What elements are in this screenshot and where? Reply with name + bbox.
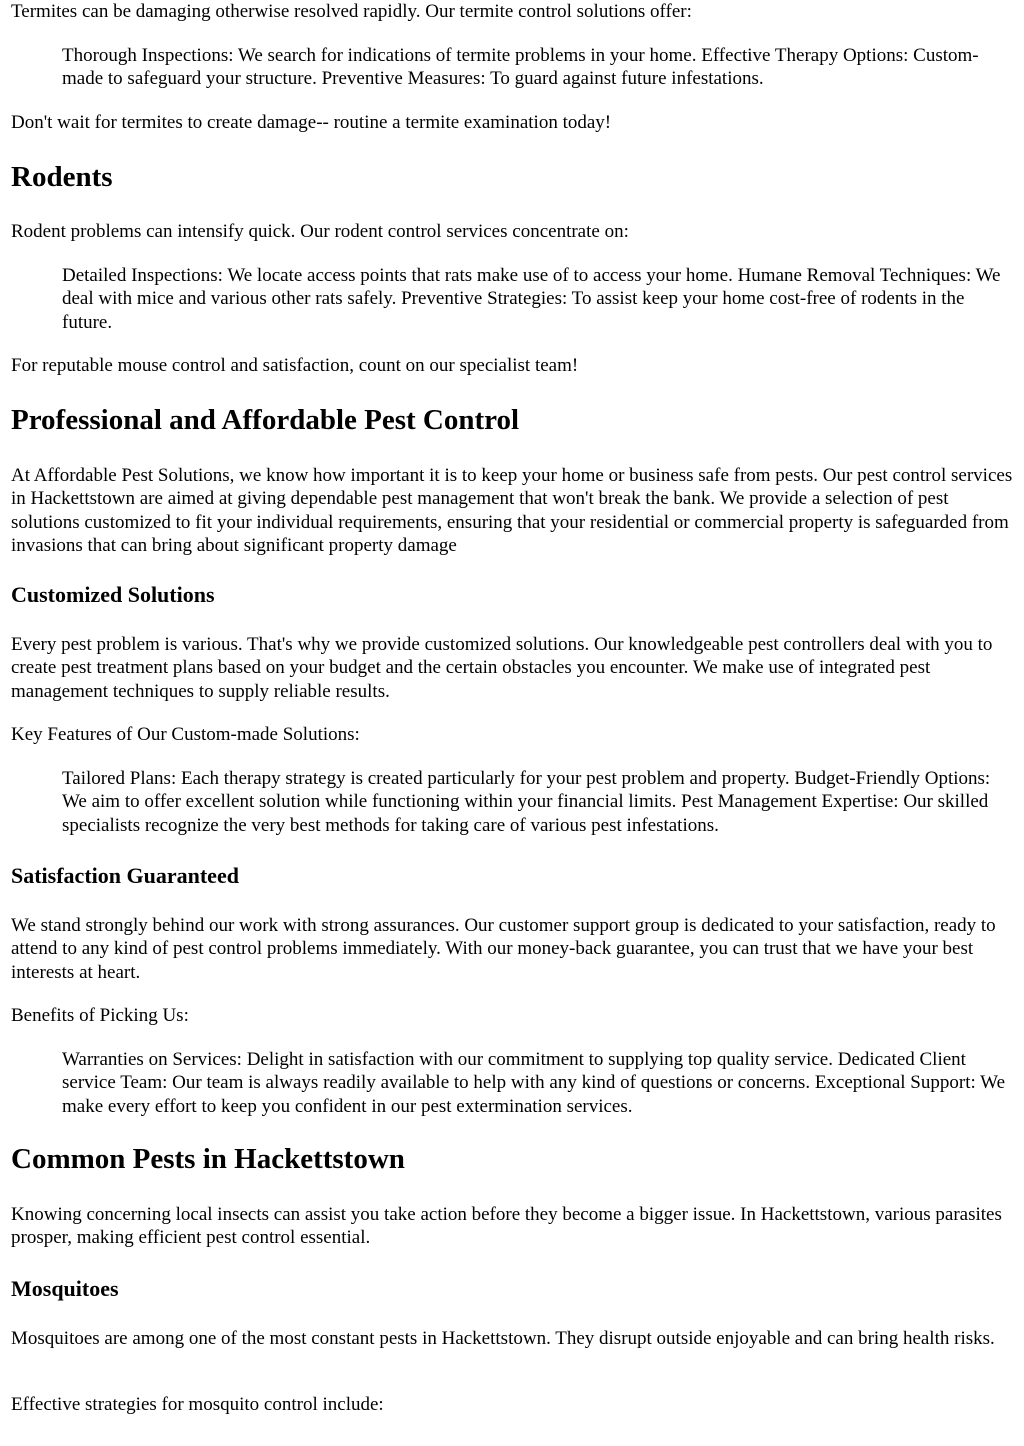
rodents-outro: For reputable mouse control and satisfaction, count on our specialist team!: [11, 355, 579, 376]
mosquitoes-heading: Mosquitoes: [11, 1276, 119, 1301]
common-heading: Common Pests in Hackettstown: [11, 1143, 405, 1175]
termites-quote: Thorough Inspections: We search for indications of termite problems in your home. Effective Therapy Options: Custom-made to safeguard your structure. Preventive Measures: To guard against future infestations.: [62, 45, 979, 90]
mosquitoes-body: Mosquitoes are among one of the most constant pests in Hackettstown. They disrupt outside enjoyable and can bring health risks.: [11, 1328, 995, 1349]
customized-quote: Tailored Plans: Each therapy strategy is created particularly for your pest problem and property. Budget-Friendly Options: We aim to offer excellent solution while functioning within your financial limits. Pest Management Expertise: Our skilled specialists recognize the very best methods for taking care of various pest infestations.: [62, 768, 991, 836]
satisfaction-body: We stand strongly behind our work with strong assurances. Our customer support group is dedicated to your satisfaction, ready to attend to any kind of pest control problems immediately. With our money-back guarantee, you can trust that we have your best interests at heart.: [11, 915, 996, 983]
professional-body: At Affordable Pest Solutions, we know how important it is to keep your home or business safe from pests. Our pest control services in Hackettstown are aimed at giving dependable pest management that won't break the bank. We provide a selection of pest solutions customized to fit your individual requirements, ensuring that your residential or commercial property is safeguarded from invasions that can bring about significant property damage: [11, 465, 1013, 556]
satisfaction-benefits-label: Benefits of Picking Us:: [11, 1005, 189, 1026]
satisfaction-quote: Warranties on Services: Delight in satisfaction with our commitment to supplying top quality service. Dedicated Client service Team: Our team is always readily available to help with any kind of questions or concerns. Exceptional Support: We make every effort to keep you confident in our pest extermination services.: [62, 1049, 1006, 1117]
rodents-quote: Detailed Inspections: We locate access points that rats make use of to access your home. Humane Removal Techniques: We deal with mice and various other rats safely. Preventive Strategies: To assist keep your home cost-free of rodents in the future.: [62, 265, 1001, 333]
rodents-heading: Rodents: [11, 161, 113, 193]
customized-body: Every pest problem is various. That's why we provide customized solutions. Our knowledgeable pest controllers deal with you to create pest treatment plans based on your budget and the certain obstacles you encounter. We make use of integrated pest management techniques to supply reliable results.: [11, 634, 993, 702]
mosquitoes-strategies-label: Effective strategies for mosquito control include:: [11, 1394, 384, 1415]
rodents-intro: Rodent problems can intensify quick. Our rodent control services concentrate on:: [11, 221, 629, 242]
satisfaction-heading: Satisfaction Guaranteed: [11, 863, 239, 888]
customized-features-label: Key Features of Our Custom-made Solutions:: [11, 724, 360, 745]
customized-heading: Customized Solutions: [11, 582, 215, 607]
termites-intro: Termites can be damaging otherwise resolved rapidly. Our termite control solutions offer:: [11, 1, 692, 22]
termites-outro: Don't wait for termites to create damage-- routine a termite examination today!: [11, 112, 612, 133]
common-body: Knowing concerning local insects can assist you take action before they become a bigger issue. In Hackettstown, various parasites prosper, making efficient pest control essential.: [11, 1204, 1002, 1249]
professional-heading: Professional and Affordable Pest Control: [11, 404, 520, 436]
